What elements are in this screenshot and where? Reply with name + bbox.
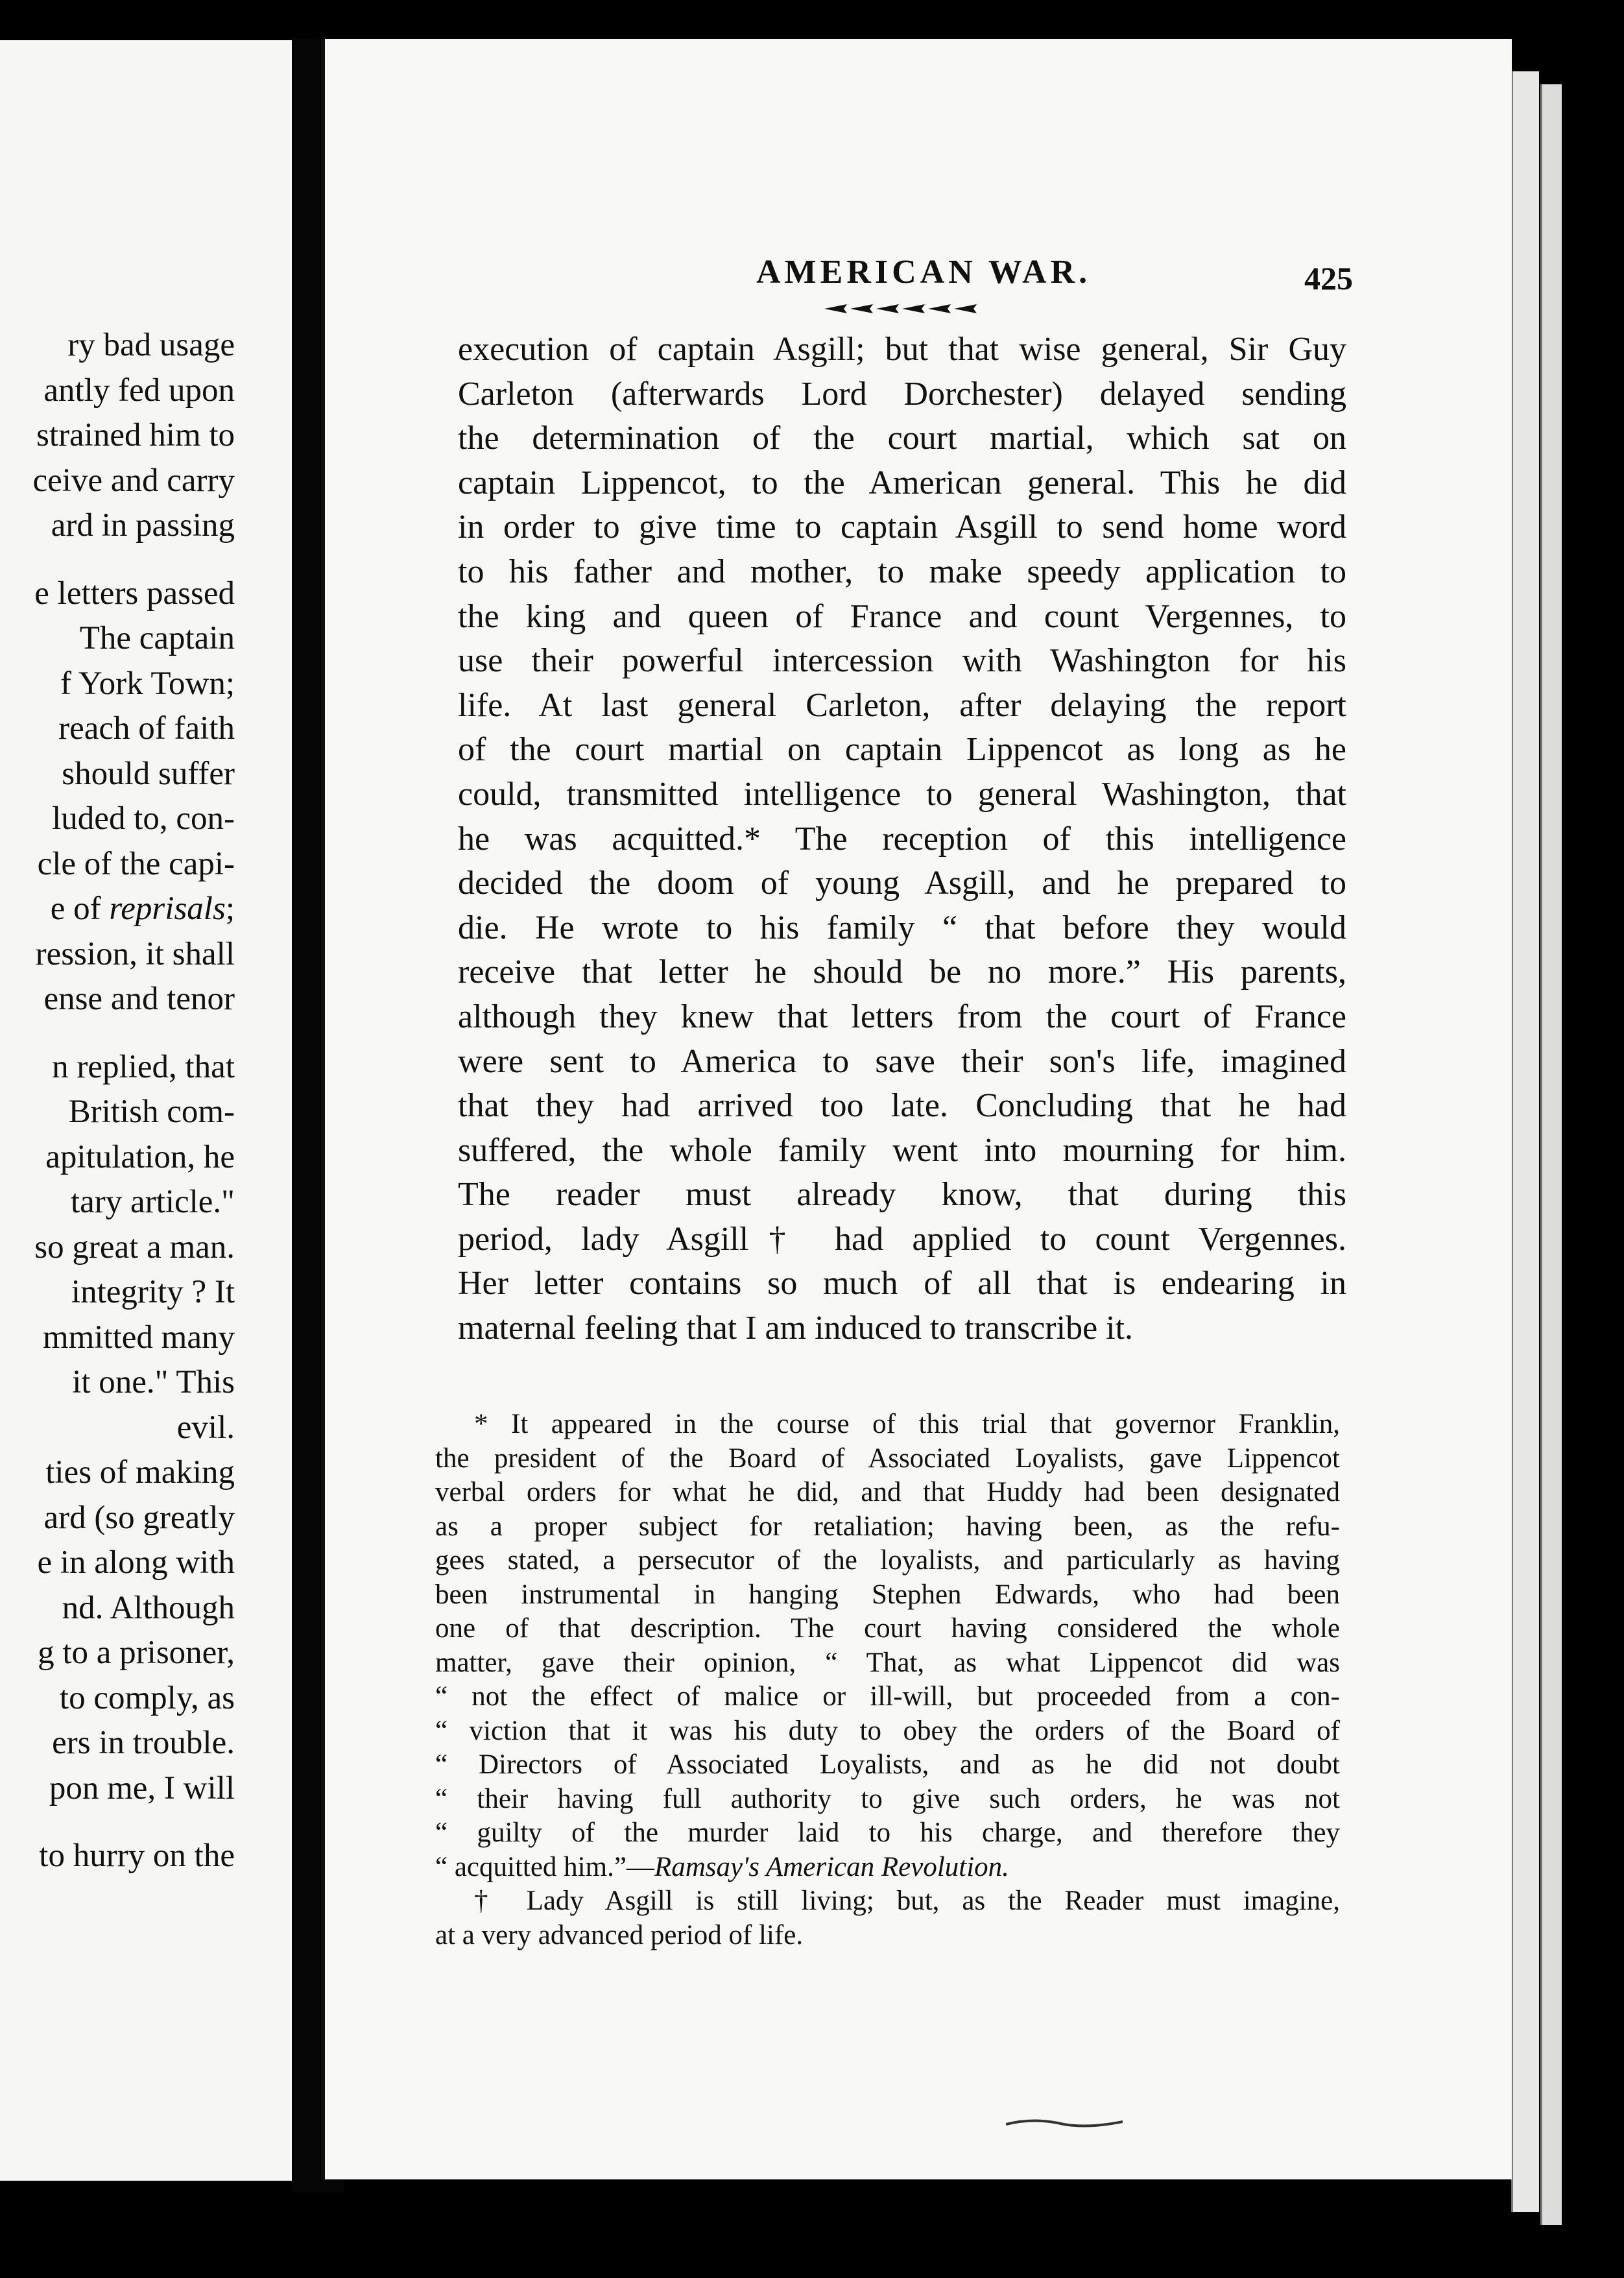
footnote-line [435, 1919, 1340, 1953]
footnote-text: been instrumental in hanging Stephen Edwards, who had been [435, 1579, 1340, 1610]
footnote-line [435, 1851, 1340, 1885]
body-line: that they had arrived too late. Concluding that he had [458, 1087, 1346, 1125]
body-line: Her letter contains so much of all that is endearing in [458, 1265, 1346, 1302]
footnote-line [435, 1714, 1340, 1749]
left-page-line: tary article." [70, 1184, 235, 1220]
left-page-line: should suffer [62, 755, 235, 792]
left-page-line: mmitted many [42, 1319, 235, 1356]
left-page-line: antly fed upon [43, 372, 235, 409]
footnote-text: “ guilty of the murder laid to his charge, and therefore they [435, 1817, 1340, 1848]
footnote-text: “ their having full authority to give such orders, he was not [435, 1783, 1340, 1814]
body-line: execution of captain Asgill; but that wise general, Sir Guy [458, 331, 1346, 368]
body-line: The reader must already know, that during this [458, 1176, 1346, 1214]
footnote-text: verbal orders for what he did, and that Huddy had been designated [435, 1477, 1340, 1507]
body-line: in order to give time to captain Asgill to send home word [458, 509, 1346, 546]
left-page-line: to hurry on the [39, 1838, 235, 1874]
footnote-text: one of that description. The court having considered the whole [435, 1613, 1340, 1644]
footnote-text: † Lady Asgill is still living; but, as the Reader must imagine, [474, 1886, 1340, 1916]
body-line: the determination of the court martial, which sat on [458, 420, 1346, 457]
left-page-line: e of reprisals; [50, 891, 235, 927]
body-line: were sent to America to save their son's life, imagined [458, 1042, 1346, 1080]
left-page-line: apitulation, he [45, 1138, 235, 1175]
footnote-line [435, 1510, 1340, 1544]
body-line: the king and queen of France and count Vergennes, to [458, 597, 1346, 635]
left-page-line: ard (so greatly [43, 1499, 235, 1536]
footnote-text: “ Directors of Associated Loyalists, and as he did not doubt [435, 1749, 1340, 1780]
left-page-line: e in along with [37, 1544, 235, 1581]
footnote-line [435, 1476, 1340, 1510]
left-page-line: to comply, as [59, 1679, 235, 1716]
page-edges-outer [1540, 84, 1562, 2225]
left-page-line: reach of faith [58, 710, 235, 747]
footnotes [435, 1408, 1340, 1952]
footnote-text: as a proper subject for retaliation; having been, as the refu- [435, 1511, 1340, 1542]
body-line: captain Lippencot, to the American general. This he did [458, 464, 1346, 501]
body-line: receive that letter he should be no more.” His parents, [458, 953, 1346, 991]
body-line: life. At last general Carleton, after delaying the report [458, 686, 1346, 724]
left-page-line: strained him to [36, 417, 235, 453]
footnote-line [435, 1646, 1340, 1681]
footnote-citation: Ramsay's American Revolution. [654, 1851, 1009, 1882]
body-line: to his father and mother, to make speedy application to [458, 553, 1346, 590]
running-head: AMERICAN WAR. [756, 254, 1092, 291]
left-page-line: ense and tenor [43, 981, 235, 1017]
footnote-line [435, 1408, 1340, 1442]
footnote-text: “ acquitted him.”— [435, 1851, 654, 1882]
body-line: die. He wrote to his family “ that before they would [458, 909, 1346, 946]
body-line: period, lady Asgill† had applied to count Vergennes. [458, 1220, 1346, 1258]
left-page-line: pon me, I will [49, 1769, 235, 1806]
left-page-line: ard in passing [51, 507, 235, 544]
footnote-line [435, 1816, 1340, 1851]
left-page-line: g to a prisoner, [38, 1635, 235, 1671]
footnote-line [435, 1544, 1340, 1578]
body-line: use their powerful intercession with Washington for his [458, 642, 1346, 680]
ornament-rule [821, 302, 977, 316]
footnote-text: the president of the Board of Associated Loyalists, gave Lippencot [435, 1443, 1340, 1474]
footnote-text: * It appeared in the course of this trial that governor Franklin, [474, 1409, 1340, 1439]
footnote-text: matter, gave their opinion, “ That, as what Lippencot did was [435, 1647, 1340, 1678]
right-page [321, 39, 1512, 2179]
footnote-line [435, 1442, 1340, 1476]
left-page-line: ression, it shall [35, 935, 235, 972]
footnote-line [435, 1782, 1340, 1817]
footnote-text: at a very advanced period of life. [435, 1919, 804, 1950]
left-page-line: ceive and carry [32, 462, 235, 499]
left-page-line: e letters passed [34, 575, 235, 612]
left-page-line: nd. Although [62, 1589, 235, 1626]
left-page-line: it one." This [72, 1364, 235, 1400]
left-page-line: evil. [176, 1409, 235, 1446]
printer-mark [1006, 2118, 1123, 2131]
body-line: suffered, the whole family went into mourning for him. [458, 1131, 1346, 1169]
left-page-line: ry bad usage [67, 327, 235, 363]
left-page-line: f York Town; [60, 665, 235, 702]
left-page-line: integrity ? It [71, 1274, 235, 1310]
body-line: could, transmitted intelligence to general Washington, that [458, 775, 1346, 813]
footnote-line [435, 1680, 1340, 1714]
body-line: decided the doom of young Asgill, and he prepared to [458, 865, 1346, 902]
body-text [458, 328, 1346, 1351]
footnote-line [435, 1578, 1340, 1613]
left-page-line: The captain [79, 620, 235, 656]
footnote-text: gees stated, a persecutor of the loyalists, and particularly as having [435, 1545, 1340, 1576]
left-page-line: ers in trouble. [52, 1725, 235, 1761]
left-page-line: ties of making [45, 1454, 235, 1491]
body-line: he was acquitted.* The reception of this intelligence [458, 820, 1346, 857]
page-edges [1511, 71, 1539, 2212]
body-line: of the court martial on captain Lippencot as long as he [458, 731, 1346, 769]
left-page-line: n replied, that [52, 1048, 235, 1085]
left-page-line: British com- [68, 1094, 235, 1130]
footnote-line [435, 1748, 1340, 1782]
body-line: maternal feeling that I am induced to transcribe it. [458, 1310, 1134, 1347]
footnote-line [435, 1612, 1340, 1646]
left-page-line: so great a man. [34, 1229, 235, 1265]
footnote-text: “ not the effect of malice or ill-will, but proceeded from a con- [435, 1681, 1340, 1712]
left-page [0, 40, 318, 2181]
footnote-line [435, 1884, 1340, 1919]
left-page-line: luded to, con- [52, 800, 235, 837]
body-line: although they knew that letters from the court of France [458, 998, 1346, 1035]
footnote-text: “ viction that it was his duty to obey the orders of the Board of [435, 1715, 1340, 1746]
page-number: 425 [1304, 260, 1353, 296]
left-page-line: cle of the capi- [37, 845, 235, 882]
body-line: Carleton (afterwards Lord Dorchester) delayed sending [458, 375, 1346, 413]
